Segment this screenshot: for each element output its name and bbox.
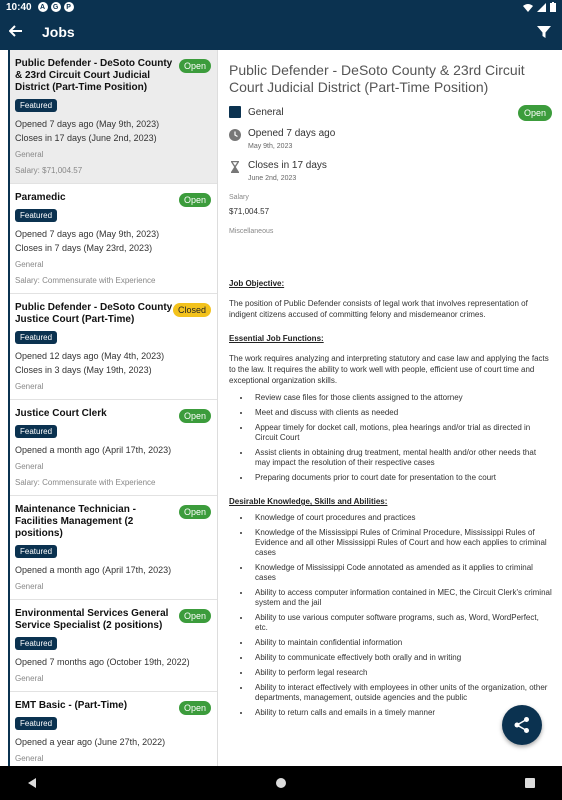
opened-text: Opened 7 months ago (October 19th, 2022)	[15, 657, 190, 667]
status-badge: Closed	[173, 303, 211, 317]
category-text: General	[15, 260, 44, 269]
job-item[interactable]	[10, 184, 217, 294]
functions-text: The work requires analyzing and interpreting statutory and case law and applying the facts to the law. It requires the ability to work well with people, efficient use of court time and exceptional organization skills.	[229, 354, 549, 385]
page-title: Jobs	[42, 24, 75, 40]
list-item: • Review case files for those clients assigned to the attorney	[251, 393, 552, 403]
job-title: Public Defender - DeSoto County Justice Court (Part-Time)	[15, 302, 173, 325]
list-item: • Ability to return calls and emails in a timely manner	[251, 708, 552, 718]
signal-icon	[537, 3, 546, 12]
functions-heading: Essential Job Functions:	[229, 334, 324, 343]
status-bar	[0, 0, 562, 14]
opened-text: Opened a month ago (April 17th, 2023)	[15, 565, 172, 575]
salary-text: Salary: $71,004.57	[15, 166, 83, 175]
opened-text: Opened a year ago (June 27th, 2022)	[15, 737, 166, 747]
detail-title: Public Defender - DeSoto County & 23rd Circuit Court Judicial District (Part-Time Position)	[229, 62, 525, 95]
notification-icon-p: P	[64, 2, 74, 12]
list-item: • Ability to maintain confidential information	[251, 638, 552, 648]
job-item[interactable]	[10, 294, 217, 400]
list-item: • Knowledge of Mississippi Code annotated as amended as it applies to criminal cases	[251, 563, 552, 583]
detail-status-badge: Open	[518, 105, 552, 121]
objective-text: The position of Public Defender consists of legal work that involves representation of indigent citizens accused of committing felony and misdemeanor crimes.	[229, 299, 528, 319]
status-badge: Open	[179, 59, 211, 73]
featured-badge: Featured	[15, 99, 57, 112]
status-time: 10:40	[6, 1, 32, 13]
status-badge: Open	[179, 193, 211, 207]
salary-text: Salary: Commensurate with Experience	[15, 478, 156, 487]
left-rail	[0, 50, 10, 766]
job-item[interactable]	[10, 496, 217, 600]
status-badge: Open	[179, 609, 211, 623]
detail-opened-date: May 9th, 2023	[248, 143, 293, 150]
category-text: General	[15, 462, 44, 471]
list-item: • Appear timely for docket call, motions, plea hearings and/or trial as directed in Circuit Court	[251, 423, 552, 443]
featured-badge: Featured	[15, 545, 57, 558]
battery-icon	[550, 2, 556, 12]
opened-text: Opened a month ago (April 17th, 2023)	[15, 445, 172, 455]
featured-badge: Featured	[15, 637, 57, 650]
system-nav-bar	[0, 766, 562, 800]
category-square-icon	[229, 106, 241, 118]
list-item: • Assist clients in obtaining drug treatment, mental health and/or other needs that may impact the resolution of their respective cases	[251, 448, 552, 468]
featured-badge: Featured	[15, 331, 57, 344]
job-title: Environmental Services General Service Specialist (2 positions)	[15, 608, 169, 631]
job-title: Public Defender - DeSoto County & 23rd Circuit Court Judicial District (Part-Time Position)	[15, 58, 173, 93]
list-item: • Knowledge of the Mississippi Rules of Criminal Procedure, Mississippi Rules of Evidence and all other Mississippi Rules of Court and how each applies to criminal cases	[251, 528, 552, 558]
objective-heading: Job Objective:	[229, 279, 285, 288]
category-text: General	[15, 150, 44, 159]
detail-category: General	[248, 106, 284, 118]
functions-list	[229, 393, 552, 483]
status-badge: Open	[179, 701, 211, 715]
job-item[interactable]	[10, 400, 217, 496]
knowledge-heading: Desirable Knowledge, Skills and Abilities:	[229, 497, 388, 506]
detail-opened: Opened 7 days ago	[248, 128, 336, 139]
clock-icon	[229, 129, 241, 141]
list-item: • Meet and discuss with clients as needed	[251, 408, 552, 418]
closes-text: Closes in 7 days (May 23rd, 2023)	[15, 243, 153, 253]
knowledge-list	[229, 513, 552, 718]
job-title: Maintenance Technician - Facilities Management (2 positions)	[15, 504, 136, 539]
recents-nav-icon[interactable]	[524, 777, 536, 789]
featured-badge: Featured	[15, 425, 57, 438]
opened-text: Opened 7 days ago (May 9th, 2023)	[15, 229, 160, 239]
salary-value: $71,004.57	[229, 207, 270, 216]
closes-row	[229, 160, 552, 182]
status-badge: Open	[179, 409, 211, 423]
job-list[interactable]	[10, 50, 218, 766]
list-item: • Ability to access computer information contained in MEC, the Circuit Clerk's criminal system and the jail	[251, 588, 552, 608]
list-item: • Knowledge of court procedures and practices	[251, 513, 552, 523]
wifi-icon	[523, 3, 533, 12]
closes-text: Closes in 3 days (May 19th, 2023)	[15, 365, 152, 375]
back-nav-icon[interactable]	[26, 777, 38, 789]
salary-text: Salary: Commensurate with Experience	[15, 276, 156, 285]
status-badge: Open	[179, 505, 211, 519]
category-text: General	[15, 582, 44, 591]
job-detail-pane[interactable]	[219, 50, 562, 766]
list-item: • Ability to interact effectively with employees in other units of the organization, other departments, management, outside agencies and the public	[251, 683, 552, 703]
salary-label: Salary	[229, 194, 249, 201]
list-item: • Ability to perform legal research	[251, 668, 552, 678]
category-row	[229, 106, 552, 118]
filter-icon[interactable]	[536, 24, 552, 40]
job-item[interactable]	[10, 50, 217, 184]
job-title: Justice Court Clerk	[15, 408, 107, 419]
job-item[interactable]	[10, 600, 217, 692]
category-text: General	[15, 674, 44, 683]
misc-label: Miscellaneous	[229, 228, 274, 235]
job-title: Paramedic	[15, 192, 66, 203]
share-icon	[513, 716, 531, 734]
featured-badge: Featured	[15, 717, 57, 730]
closes-text: Closes in 17 days (June 2nd, 2023)	[15, 133, 157, 143]
detail-closes: Closes in 17 days	[248, 160, 327, 171]
list-item: • Ability to communicate effectively both orally and in writing	[251, 653, 552, 663]
opened-text: Opened 12 days ago (May 4th, 2023)	[15, 351, 165, 361]
featured-badge: Featured	[15, 209, 57, 222]
opened-row	[229, 128, 552, 150]
app-bar	[0, 14, 562, 50]
back-arrow-icon[interactable]	[0, 22, 32, 43]
opened-text: Opened 7 days ago (May 9th, 2023)	[15, 119, 160, 129]
list-item: • Ability to use various computer software programs, such as, Word, WordPerfect, etc.	[251, 613, 552, 633]
job-title: EMT Basic - (Part-Time)	[15, 700, 128, 711]
home-nav-icon[interactable]	[275, 777, 287, 789]
category-text: General	[15, 382, 44, 391]
detail-closes-date: June 2nd, 2023	[248, 175, 297, 182]
category-text: General	[15, 754, 44, 763]
hourglass-icon	[229, 161, 241, 173]
notification-icon-a: A	[38, 2, 48, 12]
list-item: • Preparing documents prior to court date for presentation to the court	[251, 473, 552, 483]
job-item[interactable]	[10, 692, 217, 766]
share-button[interactable]	[502, 705, 542, 745]
notification-icon-g: G	[51, 2, 61, 12]
